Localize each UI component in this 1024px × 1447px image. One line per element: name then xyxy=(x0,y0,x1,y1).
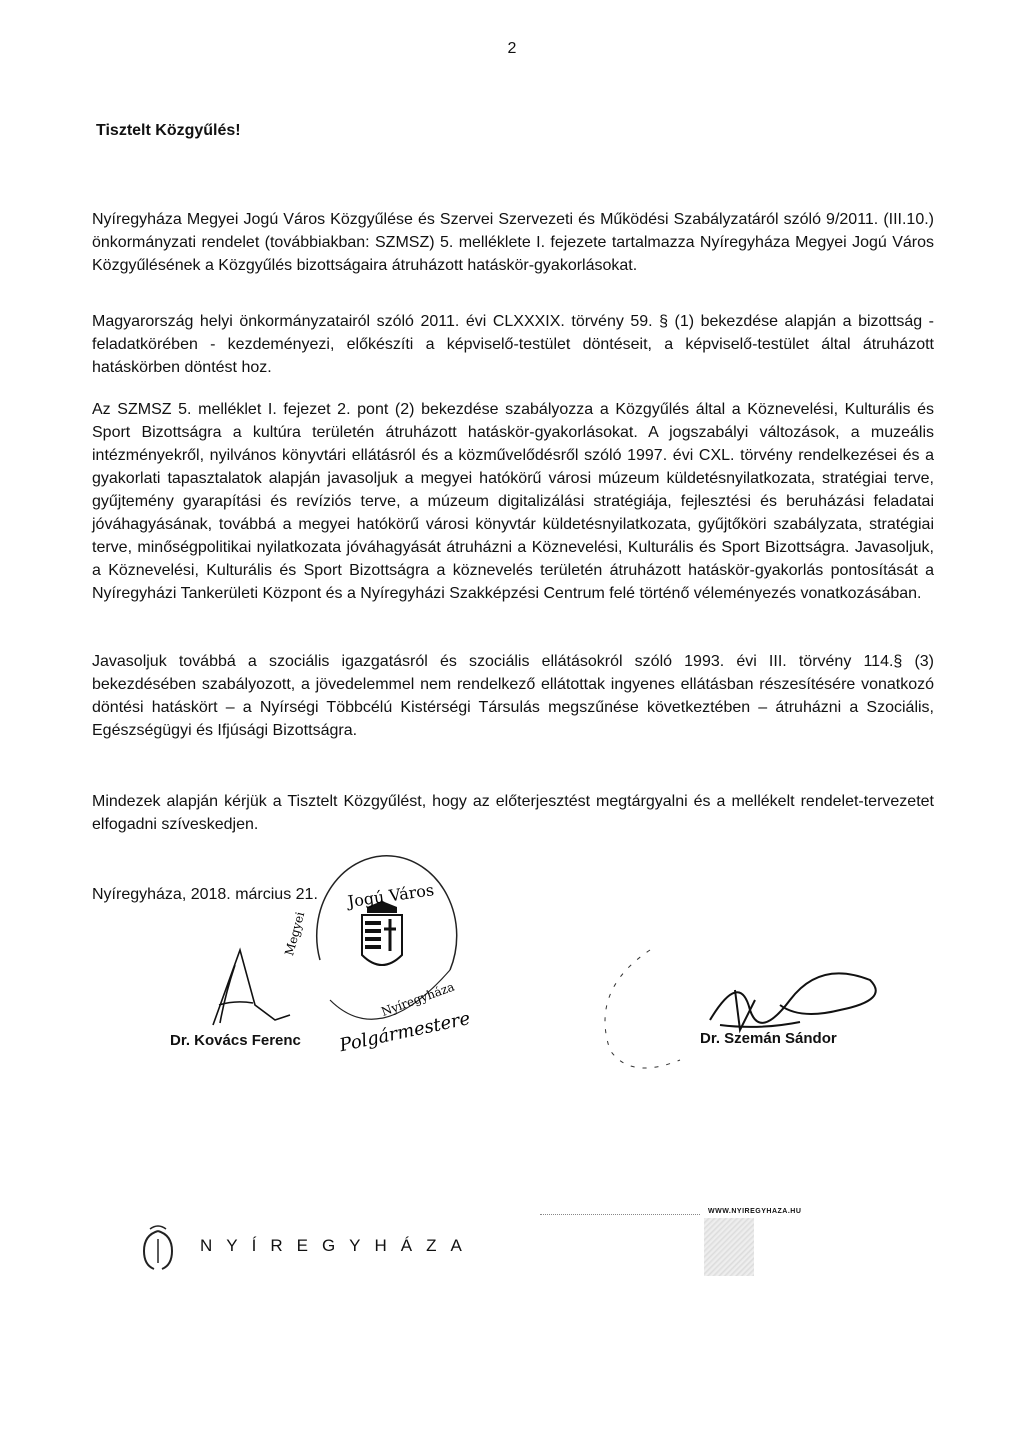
signature-right-icon xyxy=(590,930,910,1070)
official-seal-icon xyxy=(282,860,473,1060)
signature-left-icon xyxy=(205,945,295,1030)
footer-stamp-image xyxy=(704,1218,754,1276)
seal-text-inner: Nyíregyháza xyxy=(379,979,457,1019)
signer-right-name: Dr. Szemán Sándor xyxy=(700,1030,837,1047)
seal-text-bottom: Polgármestere xyxy=(337,1008,473,1057)
paragraph-2: Magyarország helyi önkormányzatairól szóló 2011. évi CLXXXIX. törvény 59. § (1) bekezdése alapján a bizottság - feladatkörében - kezdeményezi, előkészíti a képviselő-testület döntéseit, a képviselő-testület által átruházott hatáskörben döntést hoz. xyxy=(92,313,934,376)
coat-of-arms-icon xyxy=(362,901,402,965)
paragraph-3: Az SZMSZ 5. melléklet I. fejezet 2. pont (2) bekezdése szabályozza a Közgyűlés által a Köznevelési, Kulturális és Sport Bizottságra a kultúra területén átruházott hatáskör-gyakorlásokat. A jogszabályi változások, a muzeális intézményekről, nyilvános könyvtári ellátásról és a közművelődésről szóló 1997. évi CXL. törvény rendelkezései és a gyakorlati tapasztalatok alapján javasoljuk a megyei hatókörű városi múzeum küldetésnyilatkozata, stratégiai terve, gyűjtemény gyarapítási és revíziós terve, a múzeum digitalizálási stratégiája, fejlesztési és beruházási feladatai jóváhagyásának, továbbá a megyei hatókörű városi könyvtár küldetésnyilatkozata, gyűjtőköri szabályzata, stratégiai terve, minőségpolitikai nyilatkozata jóváhagyását átruházni a Köznevelési, Kulturális és Sport Bizottságra. Javasoljuk, a Köznevelési, Kulturális és Sport Bizottságra a köznevelés területén átruházott hatáskör-gyakorlás pontosítását a Nyíregyházi Tankerületi Központ és a Nyíregyházi Szakképzési Centrum felé történő véleményezés vonatkozásában. xyxy=(92,401,934,602)
seal-text-top: Jogú Város xyxy=(346,880,436,912)
seal-text-left: Megyei xyxy=(282,910,308,958)
page-number: 2 xyxy=(507,40,517,57)
footer-city-name: NYÍREGYHÁZA xyxy=(200,1236,476,1255)
paragraph-4: Javasoljuk továbbá a szociális igazgatásról és szociális ellátásokról szóló 1993. évi III. törvény 114.§ (3) bekezdésében szabályozott, a jövedelemmel nem rendelkező ellátottak ingyenes ellátásban részesítésére vonatkozó döntési hatáskört – a Nyírségi Többcélú Kistérségi Társulás megszűnése következtében – átruházni a Szociális, Egészségügyi és Ifjúsági Bizottságra. xyxy=(92,653,934,739)
footer-url: WWW.NYIREGYHAZA.HU xyxy=(708,1208,802,1215)
place-date: Nyíregyháza, 2018. március 21. xyxy=(92,886,318,903)
city-logo-icon xyxy=(138,1225,178,1273)
salutation: Tisztelt Közgyűlés! xyxy=(96,122,241,139)
paragraph-1: Nyíregyháza Megyei Jogú Város Közgyűlése és Szervei Szervezeti és Működési Szabályzatáról szóló 9/2011. (III.10.) önkormányzati rendelet (továbbiakban: SZMSZ) 5. melléklete I. fejezete tartalmazza Nyíregyháza Megyei Jogú Város Közgyűlésének a Közgyűlés bizottságaira átruházott hatáskör-gyakorlásokat. xyxy=(92,211,934,274)
footer-divider xyxy=(540,1214,700,1215)
signer-left-name: Dr. Kovács Ferenc xyxy=(170,1032,301,1049)
paragraph-5: Mindezek alapján kérjük a Tisztelt Közgyűlést, hogy az előterjesztést megtárgyalni és a mellékelt rendelet-tervezetet elfogadni szíveskedjen. xyxy=(92,793,934,833)
